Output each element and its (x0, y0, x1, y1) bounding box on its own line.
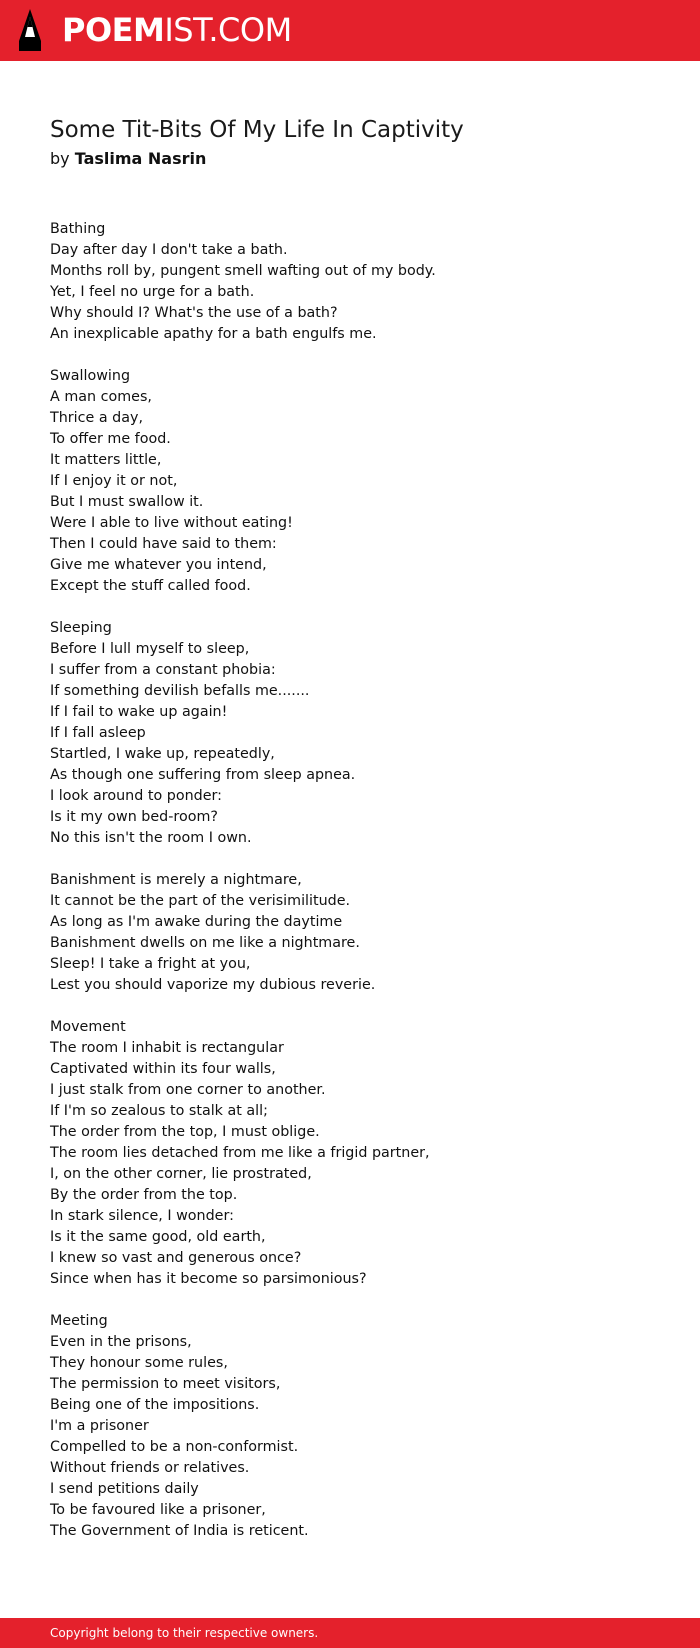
poem-line: Bathing (50, 221, 106, 237)
stanza-gap (50, 996, 670, 1017)
poem-line: They honour some rules, (50, 1355, 228, 1371)
poem-line: Since when has it become so parsimonious? (50, 1271, 367, 1287)
stanza (50, 366, 670, 597)
poem-line: The room lies detached from me like a frigid partner, (50, 1145, 430, 1161)
poem-line: A man comes, (50, 389, 152, 405)
stanza (50, 618, 670, 849)
poem-line: Swallowing (50, 368, 131, 384)
poem-line: It cannot be the part of the verisimilitude. (50, 893, 351, 909)
poem-line: Is it my own bed-room? (50, 809, 218, 825)
poem-line: If I fail to wake up again! (50, 704, 228, 720)
logo-bold-text: POEM (62, 11, 165, 49)
stanza-gap (50, 597, 670, 618)
poem-line: I knew so vast and generous once? (50, 1250, 302, 1266)
stanza (50, 1311, 670, 1542)
stanza (50, 219, 670, 345)
poem-line: If I enjoy it or not, (50, 473, 178, 489)
poem-line: To be favoured like a prisoner, (50, 1502, 266, 1518)
footer-bar (0, 1618, 700, 1648)
by-label: by (50, 149, 70, 168)
author-name: Taslima Nasrin (74, 149, 207, 168)
poem-line: Before I lull myself to sleep, (50, 641, 250, 657)
poem-line: Day after day I don't take a bath. (50, 242, 288, 258)
header-bar (0, 0, 700, 61)
logo-light-text: IST.COM (164, 11, 292, 49)
poem-line: Months roll by, pungent smell wafting out of my body. (50, 263, 436, 279)
poem-line: If I'm so zealous to stalk at all; (50, 1103, 268, 1119)
poem-line: Except the stuff called food. (50, 578, 251, 594)
poem-line: Even in the prisons, (50, 1334, 192, 1350)
poem-body (50, 219, 670, 1542)
poem-line: If something devilish befalls me....... (50, 683, 310, 699)
pencil-tip-icon[interactable] (18, 9, 42, 53)
poem-line: I, on the other corner, lie prostrated, (50, 1166, 312, 1182)
poem-line: Is it the same good, old earth, (50, 1229, 266, 1245)
poem-line: Being one of the impositions. (50, 1397, 260, 1413)
poem-line: I just stalk from one corner to another. (50, 1082, 326, 1098)
poem-line: No this isn't the room I own. (50, 830, 252, 846)
poem-line: Sleeping (50, 620, 112, 636)
poem-line: Give me whatever you intend, (50, 557, 267, 573)
poem-line: Without friends or relatives. (50, 1460, 250, 1476)
poem-line: I'm a prisoner (50, 1418, 149, 1434)
stanza-gap (50, 1290, 670, 1311)
poem-title: Some Tit-Bits Of My Life In Captivity (50, 117, 464, 143)
stanza (50, 1017, 670, 1290)
poem-line: It matters little, (50, 452, 162, 468)
poem-line: Banishment dwells on me like a nightmare. (50, 935, 360, 951)
poem-line: The permission to meet visitors, (50, 1376, 281, 1392)
poem-line: Then I could have said to them: (50, 536, 277, 552)
copyright-text: Copyright belong to their respective owners. (50, 1626, 319, 1640)
poem-line: Were I able to live without eating! (50, 515, 293, 531)
poem-line: The order from the top, I must oblige. (50, 1124, 320, 1140)
poem-line: An inexplicable apathy for a bath engulfs me. (50, 326, 377, 342)
poem-line: The Government of India is reticent. (50, 1523, 309, 1539)
poem-line: Yet, I feel no urge for a bath. (50, 284, 255, 300)
byline (50, 147, 206, 171)
stanza-gap (50, 849, 670, 870)
poem-line: As long as I'm awake during the daytime (50, 914, 343, 930)
poem-line: As though one suffering from sleep apnea. (50, 767, 356, 783)
poem-line: I look around to ponder: (50, 788, 222, 804)
stanza-gap (50, 345, 670, 366)
stanza (50, 870, 670, 996)
poem-line: Meeting (50, 1313, 108, 1329)
poem-line: Banishment is merely a nightmare, (50, 872, 302, 888)
poem-line: If I fall asleep (50, 725, 146, 741)
site-logo[interactable] (62, 10, 292, 50)
poem-line: Compelled to be a non-conformist. (50, 1439, 299, 1455)
poem-line: Startled, I wake up, repeatedly, (50, 746, 275, 762)
poem-line: Why should I? What's the use of a bath? (50, 305, 338, 321)
poem-line: Sleep! I take a fright at you, (50, 956, 251, 972)
poem-line: But I must swallow it. (50, 494, 204, 510)
poem-line: I suffer from a constant phobia: (50, 662, 276, 678)
poem-line: By the order from the top. (50, 1187, 238, 1203)
poem-line: The room I inhabit is rectangular (50, 1040, 284, 1056)
poem-line: I send petitions daily (50, 1481, 199, 1497)
poem-line: To offer me food. (50, 431, 171, 447)
poem-line: Thrice a day, (50, 410, 143, 426)
poem-line: Lest you should vaporize my dubious reverie. (50, 977, 376, 993)
poem-line: Movement (50, 1019, 126, 1035)
poem-line: Captivated within its four walls, (50, 1061, 276, 1077)
poem-line: In stark silence, I wonder: (50, 1208, 234, 1224)
